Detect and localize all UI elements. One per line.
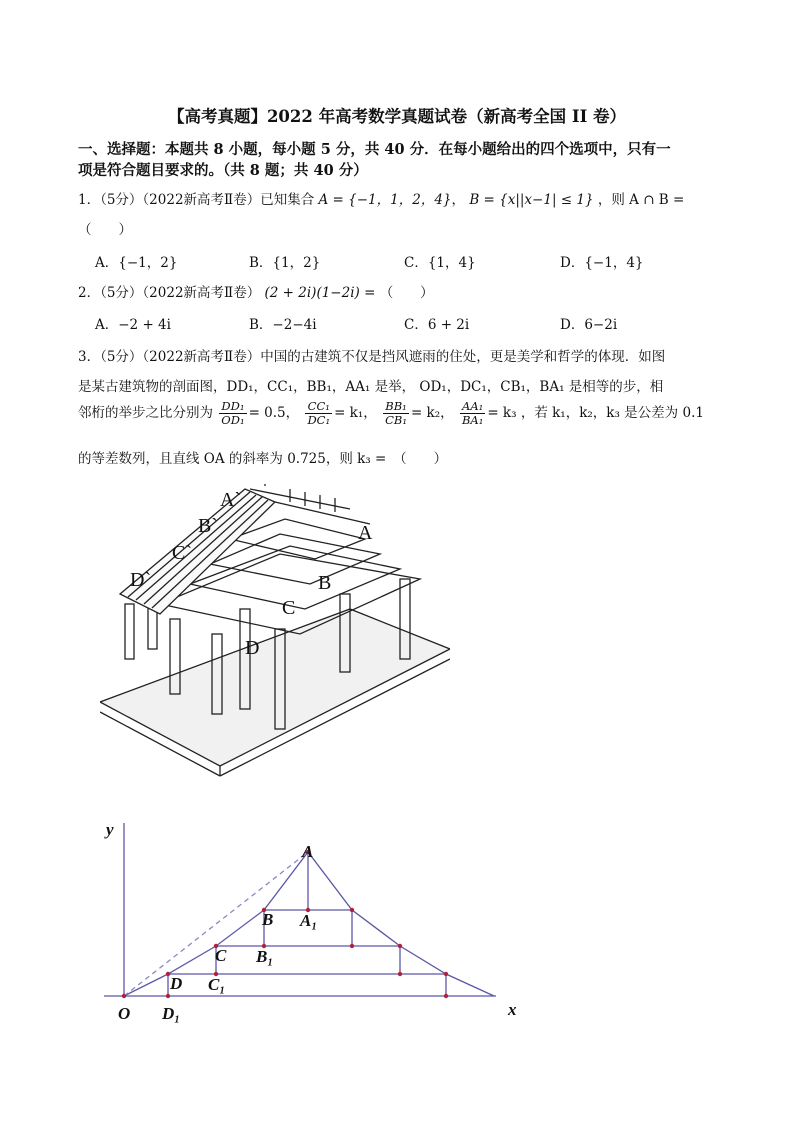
q1-prefix: 1．（5分）（2022新高考Ⅱ卷）已知集合 (78, 192, 315, 208)
label-B-prime: B` (198, 515, 218, 537)
label-D1: D₁ (162, 1004, 181, 1023)
paper-title: 【高考真题】2022 年高考数学真题试卷（新高考全国 II 卷） (167, 107, 627, 126)
label-D-prime: D` (130, 569, 152, 591)
label-O: O (118, 1004, 131, 1023)
q1-option-c[interactable]: C．{1，4} (404, 255, 476, 271)
q3-line-3b: ，若 k₁，k₂，k₃ 是公差为 0.1 (520, 405, 704, 421)
q1-option-d[interactable]: D．{−1，4} (560, 255, 644, 271)
q3-line-2a: 是某古建筑物的剖面图，DD₁，CC₁，BB₁，AA₁ 是举， (78, 379, 416, 395)
q1-set-b: B = {x||x−1| ≤ 1} (469, 192, 594, 208)
label-A-prime: A` (220, 489, 242, 511)
label-x: x (508, 1000, 517, 1019)
q2-option-c[interactable]: C．6 + 2i (404, 317, 470, 333)
label-B1: B₁ (256, 947, 274, 966)
q2-option-b[interactable]: B．−2−4i (249, 317, 317, 333)
label-A: A (358, 522, 373, 544)
label-C: C (215, 946, 227, 965)
q3-line-2 (78, 375, 663, 395)
label-D: D (170, 974, 183, 993)
label-A: A (302, 842, 314, 861)
ratio-fraction-3: $\frac{\text{BB₁}}{\text{CB₁}}$ (385, 399, 407, 427)
roof-profile-diagram (96, 815, 536, 1030)
q1-set-a: A = {−1，1，2，4} (318, 192, 452, 208)
label-B: B (318, 572, 332, 594)
ratio-fraction-2: $\frac{\text{CC₁}}{\text{DC₁}}$ (307, 399, 331, 427)
q1-paren: （ ） (78, 222, 132, 238)
label-C-prime: C` (172, 542, 192, 564)
q1-stem: 1．（5分）（2022新高考Ⅱ卷）已知集合 A = {−1，1，2，4}， B = {x||x−1| ≤ 1} ，则 A ∩ B = (78, 192, 685, 208)
q1-option-a[interactable]: A．{−1，2} (95, 255, 178, 271)
label-C1: C₁ (208, 975, 226, 994)
q2-option-a[interactable]: A．−2 + 4i (95, 317, 171, 333)
label-B: B (262, 910, 274, 929)
q3-line-3a: 邻桁的举步之比分别为 (78, 405, 213, 421)
ratio-fraction-1: $\frac{\text{DD₁}}{\text{OD₁}}$ (221, 399, 245, 427)
q1-ask: ，则 A ∩ B = (597, 192, 685, 208)
q1-option-b[interactable]: B．{1，2} (249, 255, 321, 271)
q3-line-2b: OD₁，DC₁，CB₁，BA₁ 是相等的步，相 (419, 379, 664, 395)
q3-line-1: 3．（5分）（2022新高考Ⅱ卷）中国的古建筑不仅是挡风遮雨的住处，更是美学和哲学的体现．如图 (78, 349, 666, 365)
label-y: y (106, 820, 114, 839)
section-line-1: 一、选择题：本题共 8 小题，每小题 5 分，共 40 分．在每小题给出的四个选项中，只有一 (78, 141, 671, 158)
section-line-2: 项是符合题目要求的。（共 8 题；共 40 分） (78, 162, 368, 179)
label-D: D (245, 637, 260, 659)
ratio-fraction-4: $\frac{\text{AA₁}}{\text{BA₁}}$ (461, 399, 484, 427)
label-A1: A₁ (300, 911, 318, 930)
q2-stem (78, 281, 434, 301)
q3-line-4: 的等差数列，且直线 OA 的斜率为 0.725，则 k₃ = （ ） (78, 451, 448, 467)
section-header (78, 139, 728, 181)
q2-prefix: 2．（5分）（2022新高考Ⅱ卷） (78, 285, 261, 301)
q2-expr: (2 + 2i)(1−2i) = (264, 285, 376, 301)
q2-paren: （ ） (379, 285, 434, 301)
q2-option-d[interactable]: D．6−2i (560, 317, 618, 333)
q3-line-3: 邻桁的举步之比分别为 $\frac{\text{DD₁}}{\text{OD₁}}$ = 0.5， $\frac{\text{CC₁}}{\text{DC₁}}$ = k₁， $\frac{\text{BB₁}}{\text{CB₁}}$ = k₂， $\frac{\text{AA₁}}{\text{BA₁}}$ = k₃ ，若 k₁，k₂，k₃ 是公差为 0.1 (78, 399, 704, 427)
ancient-building-figure (100, 484, 450, 779)
label-C: C (282, 597, 296, 619)
